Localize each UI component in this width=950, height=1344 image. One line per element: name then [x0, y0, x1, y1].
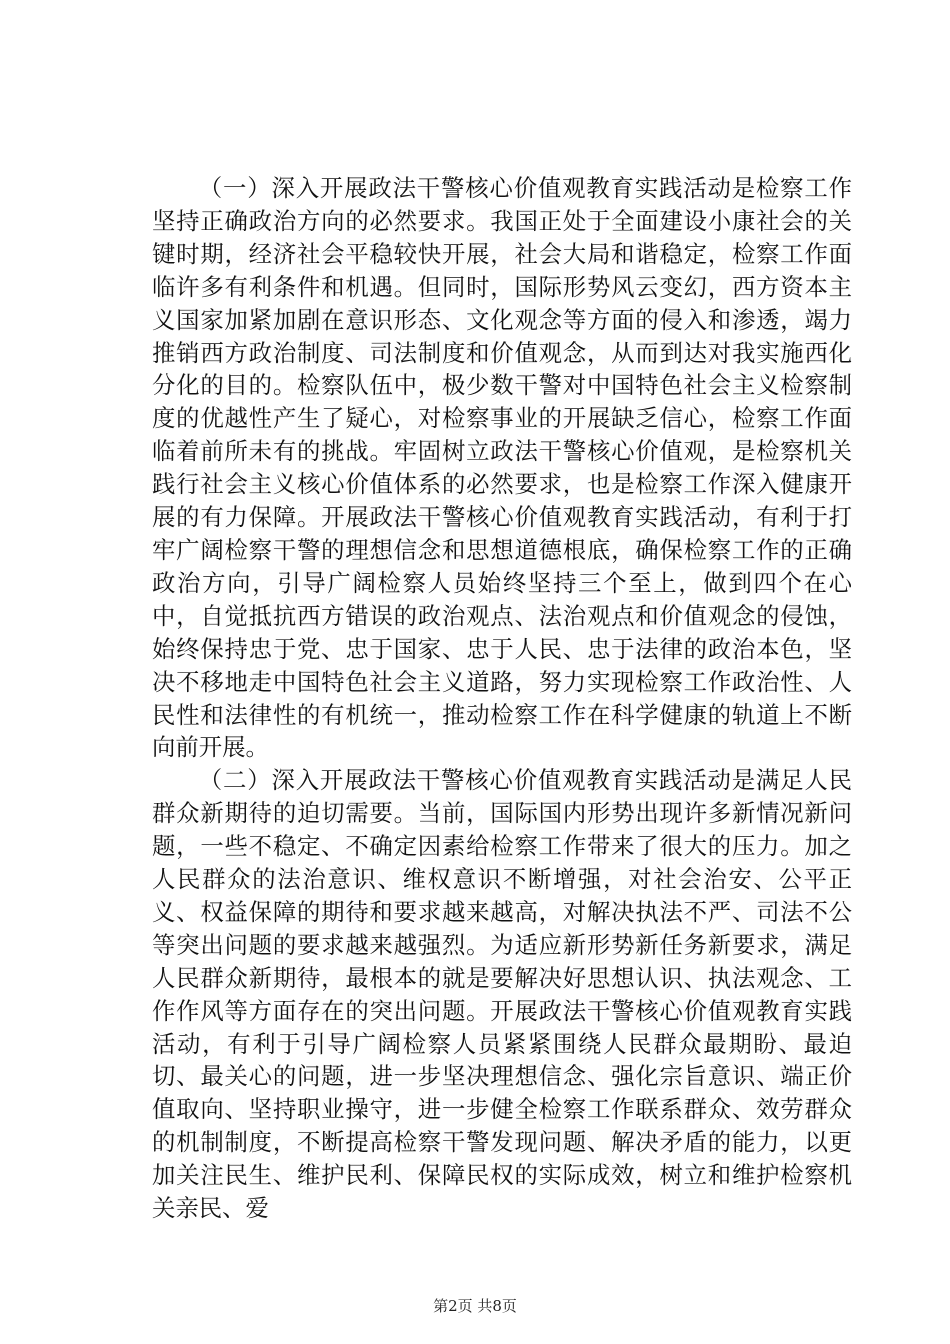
page-footer: 第2页 共8页 — [433, 1297, 517, 1315]
paragraph-2: （二）深入开展政法干警核心价值观教育实践活动是满足人民群众新期待的迫切需要。当前，国际国内形势出现许多新情况新问题，一些不稳定、不确定因素给检察工作带来了很大的压力。加之人民群众的法治意识、维权意识不断增强，对社会治安、公平正义、权益保障的期待和要求越来越高，对解决执法不严、司法不公等突出问题的要求越来越强烈。为适应新形势新任务新要求，满足人民群众新期待，最根本的就是要解决好思想认识、执法观念、工作作风等方面存在的突出问题。开展政法干警核心价值观教育实践活动，有利于引导广阔检察人员紧紧围绕人民群众最期盼、最迫切、最关心的问题，进一步坚决理想信念、强化宗旨意识、端正价值取向、坚持职业操守，进一步健全检察工作联系群众、效劳群众的机制制度，不断提高检察干警发现问题、解决矛盾的能力，以更加关注民生、维护民利、保障民权的实际成效，树立和维护检察机关亲民、爱 — [152, 766, 852, 1223]
document-body — [152, 172, 852, 1225]
paragraph-1: （一）深入开展政法干警核心价值观教育实践活动是检察工作坚持正确政治方向的必然要求。我国正处于全面建设小康社会的关键时期，经济社会平稳较快开展，社会大局和谐稳定，检察工作面临许多有利条件和机遇。但同时，国际形势风云变幻，西方资本主义国家加紧加剧在意识形态、文化观念等方面的侵入和渗透，竭力推销西方政治制度、司法制度和价值观念，从而到达对我实施西化分化的目的。检察队伍中，极少数干警对中国特色社会主义检察制度的优越性产生了疑心，对检察事业的开展缺乏信心，检察工作面临着前所未有的挑战。牢固树立政法干警核心价值观，是检察机关践行社会主义核心价值体系的必然要求，也是检察工作深入健康开展的有力保障。开展政法干警核心价值观教育实践活动，有利于打牢广阔检察干警的理想信念和思想道德根底，确保检察工作的正确政治方向，引导广阔检察人员始终坚持三个至上，做到四个在心中，自觉抵抗西方错误的政治观点、法治观点和价值观念的侵蚀，始终保持忠于党、忠于国家、忠于人民、忠于法律的政治本色，坚决不移地走中国特色社会主义道路，努力实现检察工作政治性、人民性和法律性的有机统一，推动检察工作在科学健康的轨道上不断向前开展。 — [152, 174, 852, 762]
